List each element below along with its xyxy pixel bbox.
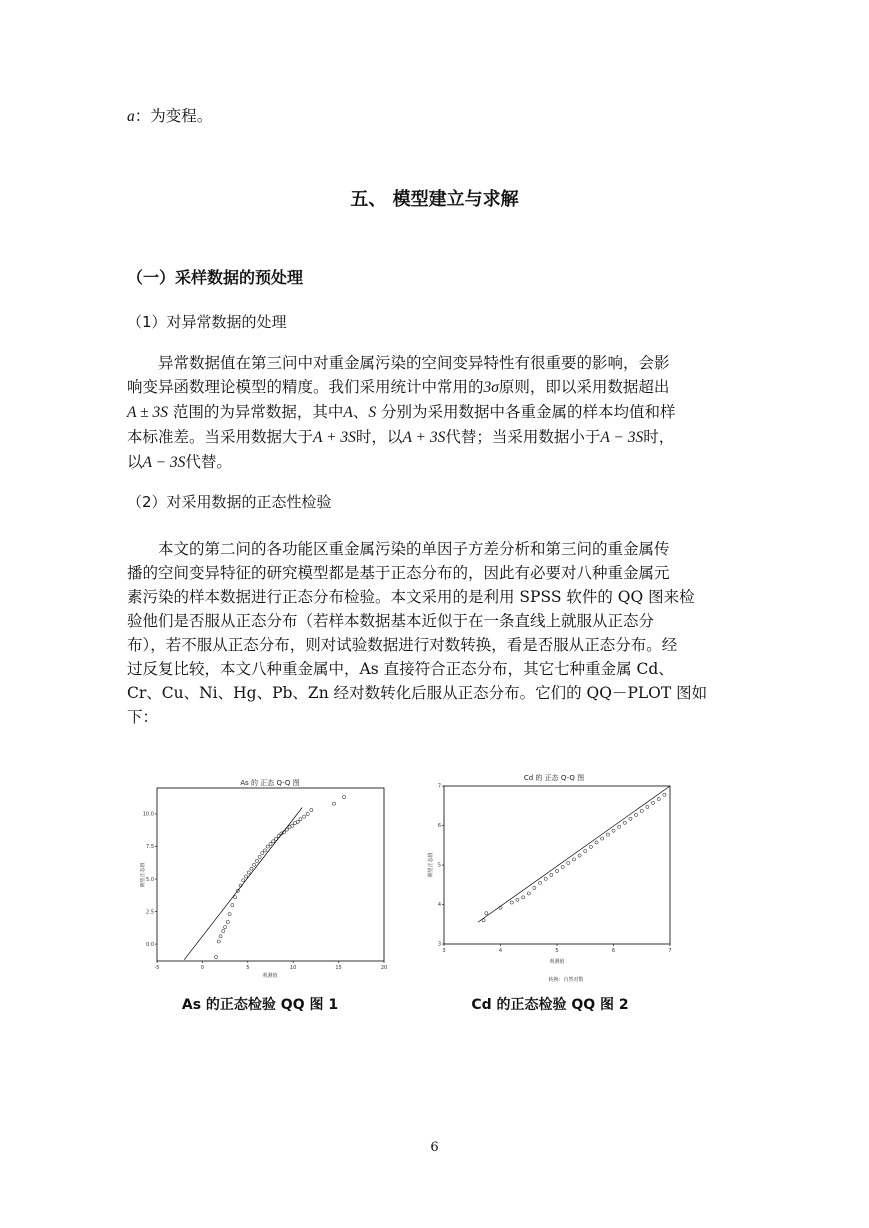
as-ytick-label: 10.0 — [142, 811, 154, 818]
as-xtick-label: 10 — [290, 965, 297, 971]
as-xtick-label: 20 — [380, 965, 388, 971]
para1-line5: 以A − 3S代替。 — [127, 453, 232, 471]
as-ytick-label: 0.0 — [146, 941, 154, 948]
var-a: a — [127, 108, 135, 125]
cd-xtick-label: 5 — [555, 948, 559, 954]
as-ylabel: 期望正态值 — [140, 862, 146, 888]
figure-caption-1: As 的正态检验 QQ 图 1 — [181, 997, 339, 1013]
para2-line8: 下： — [127, 708, 159, 726]
as-xlabel: 观测值 — [262, 973, 278, 979]
as-ytick-label: 2.5 — [146, 909, 154, 916]
variable-definition-text: ：为变程。 — [134, 107, 213, 125]
as-xtick-label: 0 — [200, 965, 204, 971]
cd-ytick-label: 7 — [437, 783, 441, 790]
para1-line4: 本标准差。当采用数据大于A + 3S时，以A + 3S代替；当采用数据小于A − 3S时， — [127, 428, 675, 446]
cd-chart-title: Cd 的 正态 Q-Q 图 — [523, 774, 585, 782]
para2-line4: 验他们是否服从正态分布（若样本数据基本近似于在一条直线上就服从正态分 — [127, 612, 655, 630]
cd-ytick-label: 6 — [437, 823, 441, 830]
as-xtick-label: -5 — [154, 965, 160, 971]
item-title-1: （1）对异常数据的处理 — [127, 313, 287, 331]
cd-xtick-label: 3 — [442, 948, 446, 954]
cd-xlabel: 观测值 — [549, 959, 565, 965]
para2-line7: Cr、Cu、Ni、Hg、Pb、Zn 经对数转化后服从正态分布。它们的 QQ－PLOT 图如 — [127, 684, 708, 702]
as-xtick-label: 15 — [335, 965, 342, 971]
subsection-title: （一）采样数据的预处理 — [127, 268, 304, 287]
cd-qq-plot — [424, 770, 674, 985]
paragraph-outliers — [127, 351, 745, 475]
cd-xtick-label: 7 — [668, 948, 672, 954]
cd-xtick-label: 4 — [498, 948, 503, 954]
para1-line1: 异常数据值在第三问中对重金属污染的空间变异特性有很重要的影响，会影 — [158, 354, 670, 372]
as-plot-area — [157, 788, 384, 961]
cd-ytick-label: 3 — [437, 941, 441, 948]
page-number: 6 — [430, 1140, 439, 1155]
variable-definition — [127, 105, 212, 128]
para2-line6: 过反复比较，本文八种重金属中，As 直接符合正态分布，其它七种重金属 Cd、 — [127, 660, 674, 678]
as-xtick-label: 5 — [246, 965, 250, 971]
figure-caption-2: Cd 的正态检验 QQ 图 2 — [471, 997, 629, 1013]
item-title-2: （2）对采用数据的正态性检验 — [127, 493, 332, 511]
as-ytick-label: 5.0 — [146, 876, 154, 883]
para2-line2: 播的空间变异特征的研究模型都是基于正态分布的，因此有必要对八种重金属元 — [127, 564, 670, 582]
paragraph-normality — [127, 537, 745, 729]
cd-xtick-label: 6 — [611, 948, 616, 954]
para2-line1: 本文的第二问的各功能区重金属污染的单因子方差分析和第三问的重金属传 — [158, 540, 670, 558]
para1-line3: A ± 3S 范围的为异常数据，其中A、S 分别为采用数据中各重金属的样本均值和样 — [127, 403, 676, 421]
as-qq-plot — [140, 775, 390, 985]
cd-footnote: 转换：自然对数 — [548, 977, 584, 983]
cd-ytick-label: 5 — [437, 862, 441, 869]
cd-ytick-label: 4 — [437, 902, 441, 909]
para1-line2: 响变异函数理论模型的精度。我们采用统计中常用的3σ原则，即以采用数据超出 — [127, 378, 670, 396]
cd-ylabel: 期望正态值 — [428, 852, 434, 878]
as-ytick-label: 7.5 — [146, 844, 154, 851]
as-chart-title: As 的 正态 Q-Q 图 — [240, 779, 300, 787]
para2-line5: 布），若不服从正态分布，则对试验数据进行对数转换，看是否服从正态分布。经 — [127, 636, 678, 654]
para2-line3: 素污染的样本数据进行正态分布检验。本文采用的是利用 SPSS 软件的 QQ 图来检 — [127, 588, 695, 606]
section-title: 五、 模型建立与求解 — [350, 189, 519, 210]
